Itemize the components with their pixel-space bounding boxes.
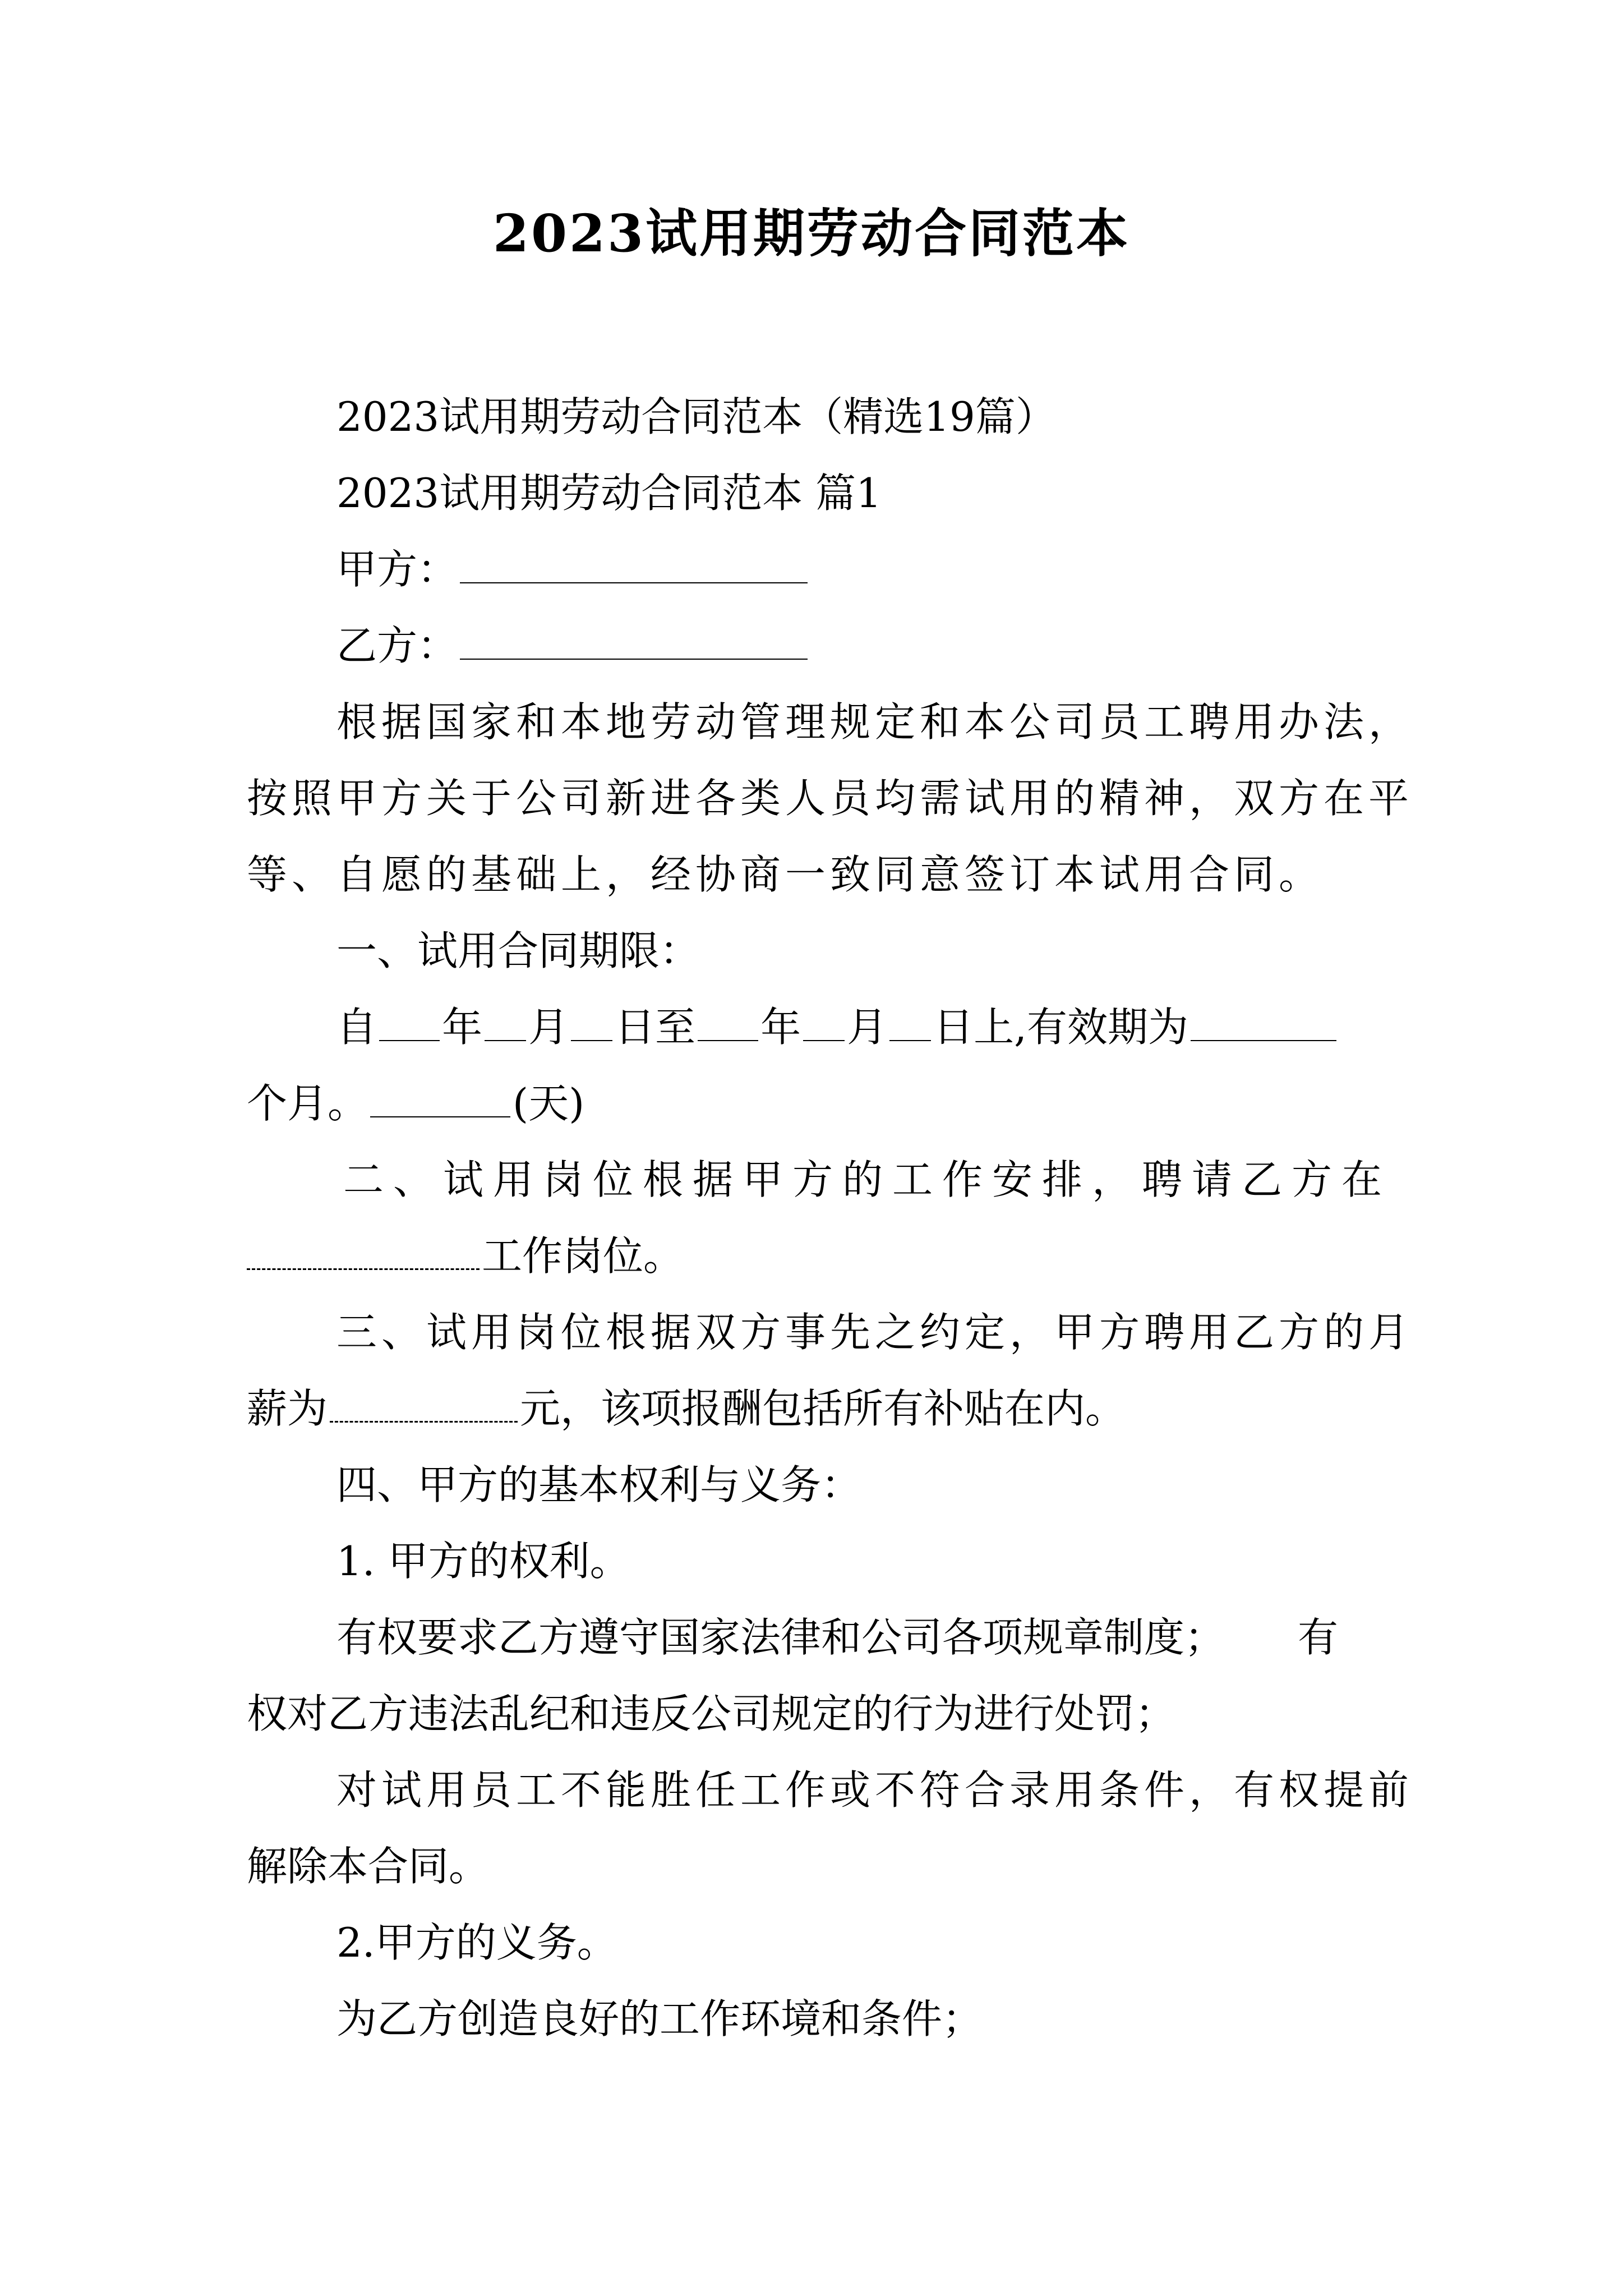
clause-4-1-text-a: 有权要求乙方遵守国家法律和公司各项规章制度； xyxy=(336,1614,1225,1661)
clause-4-1-line-1 xyxy=(336,1609,1338,1665)
clause-1-text-from: 自 xyxy=(336,1004,377,1051)
clause-4-1-line-2: 权对乙方违法乱纪和违反公司规定的行为进行处罚； xyxy=(247,1690,1176,1737)
valid-months-blank xyxy=(1191,1000,1336,1041)
clause-1-text-valid: 日上,有效期为 xyxy=(933,1004,1188,1051)
valid-days-blank xyxy=(370,1076,510,1117)
clause-3-line-1: 三、试用岗位根据双方事先之约定，甲方聘用乙方的月 xyxy=(336,1309,1414,1356)
party-a-blank xyxy=(460,542,808,583)
clause-1-text-year: 年 xyxy=(442,1004,483,1051)
clause-1-text-month: 月 xyxy=(528,1004,569,1051)
clause-4-1-line-3: 对试用员工不能胜任工作或不符合录用条件，有权提前 xyxy=(336,1766,1414,1814)
clause-1-line-2 xyxy=(247,1075,584,1131)
party-b-line xyxy=(336,618,810,674)
intro-line-2: 按照甲方关于公司新进各类人员均需试用的精神，双方在平 xyxy=(247,775,1414,822)
salary-blank xyxy=(330,1381,518,1423)
clause-2-line-2 xyxy=(247,1228,684,1284)
party-a-label: 甲方： xyxy=(336,546,458,593)
start-month-blank xyxy=(485,1000,526,1041)
clause-4-1-line-4: 解除本合同。 xyxy=(247,1843,490,1890)
clause-3-text-salary: 薪为 xyxy=(247,1385,328,1432)
party-a-line xyxy=(336,541,810,597)
end-year-blank xyxy=(698,1000,758,1041)
clause-4-1-text-b: 有 xyxy=(1298,1614,1339,1661)
clause-4-heading: 四、甲方的基本权利与义务： xyxy=(336,1461,862,1508)
clause-1-text-year-2: 年 xyxy=(760,1004,801,1051)
position-blank xyxy=(247,1228,479,1270)
clause-4-2-line-1: 为乙方创造良好的工作环境和条件； xyxy=(336,1995,983,2042)
clause-2-line-1: 二、试用岗位根据甲方的工作安排，聘请乙方在 xyxy=(343,1156,1392,1203)
document-subtitle: 2023试用期劳动合同范本（精选19篇） xyxy=(336,393,1056,440)
end-month-blank xyxy=(803,1000,845,1041)
end-day-blank xyxy=(889,1000,931,1041)
intro-line-1: 根据国家和本地劳动管理规定和本公司员工聘用办法， xyxy=(336,698,1414,746)
clause-2-text-position: 工作岗位。 xyxy=(482,1232,684,1280)
clause-1-text-days: (天) xyxy=(513,1080,585,1127)
start-year-blank xyxy=(379,1000,440,1041)
intro-line-3: 等、自愿的基础上，经协商一致同意签订本试用合同。 xyxy=(247,851,1324,898)
clause-1-text-month-2: 月 xyxy=(847,1004,888,1051)
start-day-blank xyxy=(571,1000,612,1041)
party-b-label: 乙方： xyxy=(336,622,458,669)
clause-3-line-2 xyxy=(247,1381,1126,1437)
clause-1-text-to: 日至 xyxy=(615,1004,696,1051)
clause-1-text-months: 个月。 xyxy=(247,1080,368,1127)
clause-3-text-rest: 元，该项报酬包括所有补贴在内。 xyxy=(520,1385,1126,1432)
clause-1-line-1 xyxy=(336,999,1339,1055)
clause-4-1-heading: 1. 甲方的权利。 xyxy=(336,1538,630,1585)
party-b-blank xyxy=(460,618,808,660)
clause-1-heading: 一、试用合同期限： xyxy=(336,927,700,974)
clause-4-2-heading: 2.甲方的义务。 xyxy=(336,1919,617,1966)
section-heading: 2023试用期劳动合同范本 篇1 xyxy=(336,470,882,517)
document-title: 2023试用期劳动合同范本 xyxy=(492,203,1131,264)
